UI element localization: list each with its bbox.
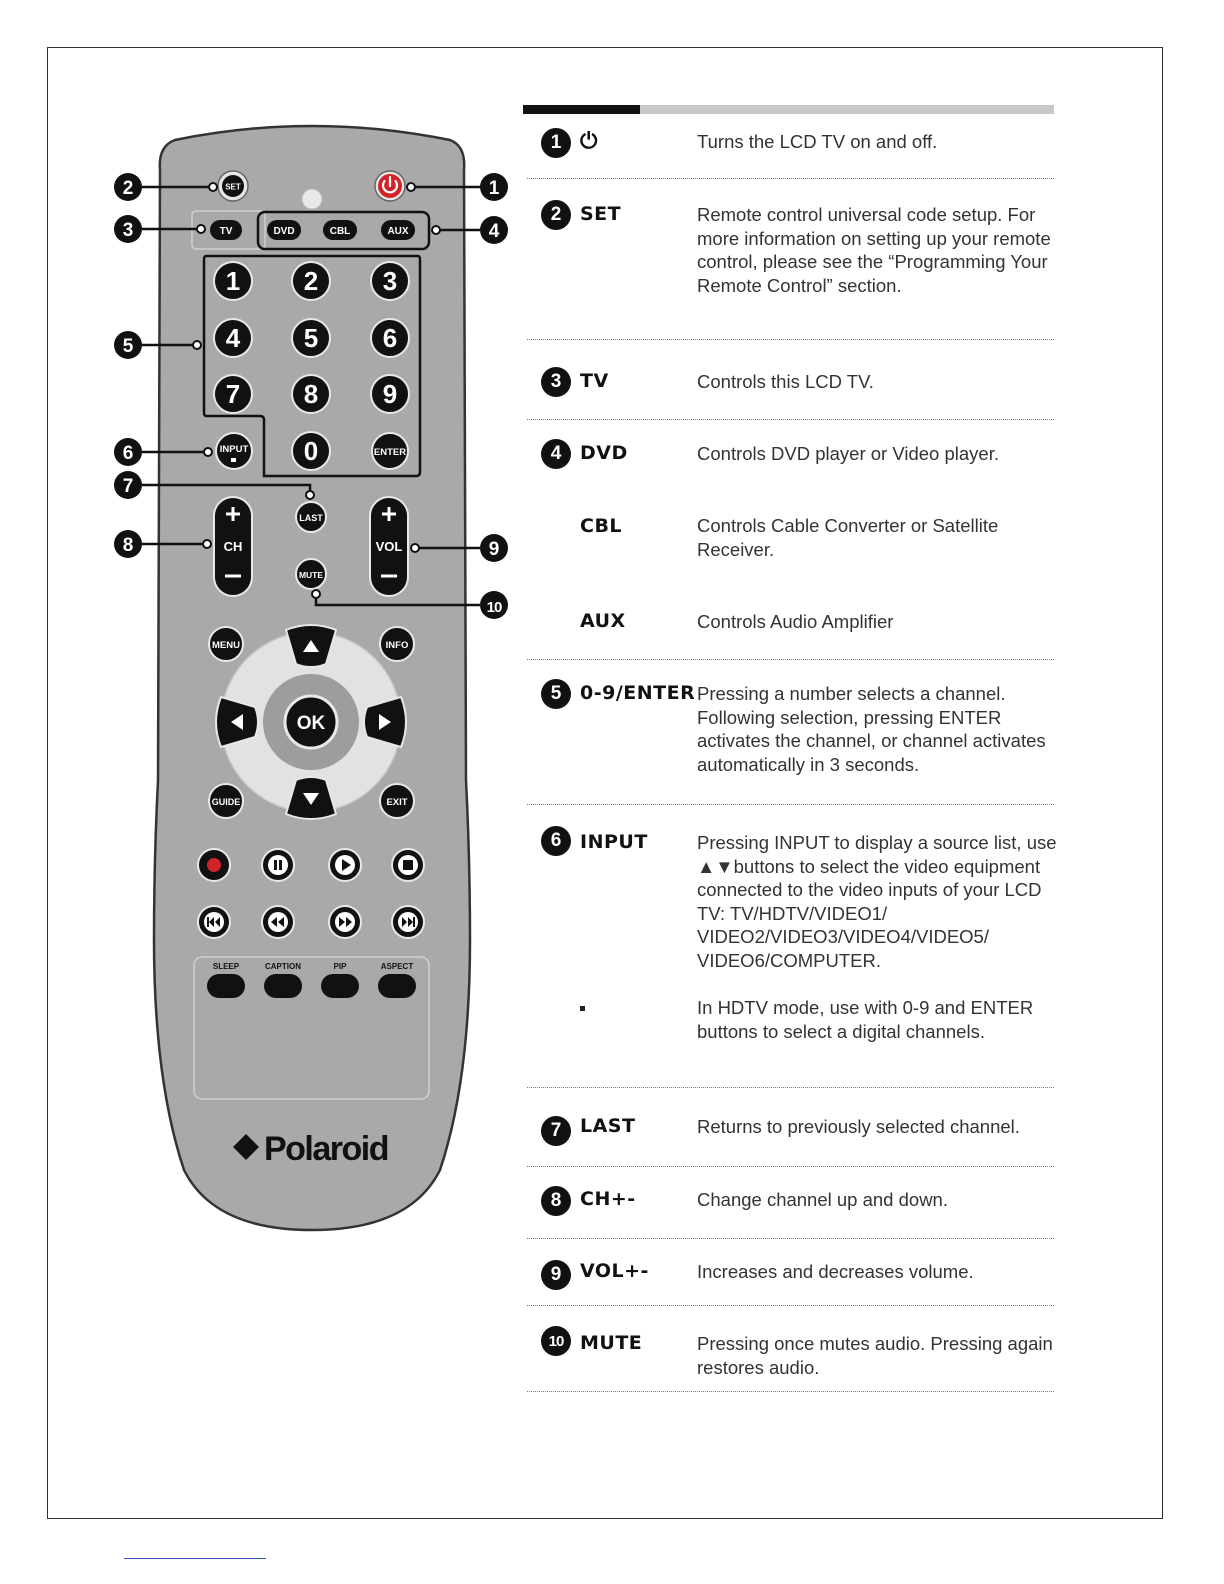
- digit-6-button: [371, 319, 409, 357]
- entry-key: INPUT: [580, 831, 648, 853]
- svg-text:CH: CH: [223, 539, 243, 554]
- entry-description: Pressing INPUT to display a source list, use ▲▼buttons to select the video equipment connected to the video inputs of your LCD TV: TV/HDTV/VIDEO1/ VIDEO2/VIDEO3/VIDEO4/VIDEO5/ VIDEO6/COMPUTER.: [697, 832, 1057, 971]
- digit-label: 6: [382, 323, 398, 353]
- info-button: [380, 627, 414, 661]
- digit-7-button: [214, 375, 252, 413]
- fast-forward-button: [329, 906, 361, 938]
- entry-description: Pressing once mutes audio. Pressing again restores audio.: [697, 1333, 1053, 1378]
- svg-text:EXIT: EXIT: [386, 797, 408, 808]
- entry-separator: [527, 1305, 1054, 1306]
- callout-2: [114, 173, 142, 201]
- skip-forward-button: [392, 906, 424, 938]
- guide-button: [209, 784, 243, 818]
- rewind-button: [262, 906, 294, 938]
- entry-separator: [527, 339, 1054, 340]
- entry-key: DVD: [580, 442, 628, 464]
- entry-separator: [527, 804, 1054, 805]
- callout-5: [114, 331, 142, 359]
- mute-button: [296, 559, 326, 589]
- entry-description: Controls Cable Converter or Satellite Receiver.: [697, 515, 999, 560]
- svg-text:INFO: INFO: [385, 640, 409, 651]
- callout-4: [480, 216, 508, 244]
- entry-number: 4: [541, 439, 571, 469]
- entry-separator: [527, 178, 1054, 179]
- callout-number: 3: [122, 220, 134, 241]
- entry-number: 1: [541, 128, 571, 158]
- entry-key: 0-9/ENTER: [580, 682, 696, 704]
- callout-number: 4: [488, 221, 500, 242]
- svg-text:PIP: PIP: [333, 962, 347, 971]
- entry-key: LAST: [580, 1115, 636, 1137]
- callout-number: 8: [122, 535, 134, 556]
- polaroid-logo: Polaroid: [263, 1130, 389, 1168]
- svg-text:AUX: AUX: [387, 226, 409, 237]
- entry-number: 8: [541, 1186, 571, 1216]
- svg-text:CBL: CBL: [329, 226, 351, 237]
- entry-number: 10: [541, 1326, 571, 1356]
- digit-2-button: [292, 262, 330, 300]
- svg-text:INPUT: INPUT: [219, 444, 249, 455]
- entry-description: Controls this LCD TV.: [697, 371, 874, 392]
- svg-text:ENTER: ENTER: [373, 447, 407, 458]
- ok-button: [285, 696, 337, 748]
- callout-8: [114, 530, 142, 558]
- callout-number: 5: [122, 336, 134, 357]
- digit-3-button: [371, 262, 409, 300]
- digit-9-button: [371, 375, 409, 413]
- digit-label: 3: [382, 266, 398, 296]
- callout-number: 7: [122, 476, 134, 497]
- digit-1-button: [214, 262, 252, 300]
- stop-button: [392, 849, 424, 881]
- callout-3: [114, 215, 142, 243]
- aspect-button: [378, 962, 416, 998]
- entry-key: AUX: [580, 610, 626, 632]
- cbl-button: [323, 220, 357, 240]
- svg-text:DVD: DVD: [273, 226, 295, 237]
- play-button: [329, 849, 361, 881]
- digit-label: 4: [225, 323, 241, 353]
- digit-label: 1: [225, 266, 241, 296]
- section-header-bar: [523, 105, 1054, 114]
- entry-separator: [527, 1391, 1054, 1392]
- entry-separator: [527, 1166, 1054, 1167]
- svg-text:MENU: MENU: [212, 640, 240, 651]
- entry-description: Increases and decreases volume.: [697, 1261, 974, 1282]
- entry-key: TV: [580, 370, 609, 392]
- remote-illustration: [0, 0, 520, 1260]
- entry-separator: [527, 659, 1054, 660]
- digit-label: 9: [382, 379, 398, 409]
- callout-1: [480, 173, 508, 201]
- callout-6: [114, 438, 142, 466]
- aux-button: [381, 220, 415, 240]
- callout-number: 9: [488, 539, 500, 560]
- remote-svg: [0, 0, 520, 1260]
- callout-number: 6: [122, 443, 134, 464]
- entry-separator: [527, 419, 1054, 420]
- ir-led: [302, 189, 322, 209]
- caption-button: [264, 962, 302, 998]
- callout-10: [480, 591, 508, 619]
- entry-description: Change channel up and down.: [697, 1189, 948, 1210]
- svg-text:TV: TV: [219, 226, 233, 237]
- footer-rule: [124, 1558, 266, 1559]
- digit-5-button: [292, 319, 330, 357]
- callout-7: [114, 471, 142, 499]
- digit-label: 5: [303, 323, 319, 353]
- digit-0-button: [292, 432, 330, 470]
- svg-text:LAST: LAST: [299, 513, 323, 523]
- entry-key: SET: [580, 203, 622, 225]
- svg-text:MUTE: MUTE: [298, 570, 324, 580]
- svg-text:CAPTION: CAPTION: [265, 962, 301, 971]
- entry-key: MUTE: [580, 1332, 643, 1354]
- entry-number: 7: [541, 1116, 571, 1146]
- entry-description: Controls DVD player or Video player.: [697, 443, 999, 464]
- record-button: [198, 849, 230, 881]
- digit-label: 0: [303, 436, 319, 466]
- entry-number: 6: [541, 826, 571, 856]
- digit-label: 7: [225, 379, 241, 409]
- input-button: [216, 433, 252, 469]
- set-label: SET: [225, 182, 241, 192]
- svg-text:OK: OK: [296, 713, 326, 734]
- pause-button: [262, 849, 294, 881]
- entry-description: Turns the LCD TV on and off.: [697, 131, 938, 152]
- entry-separator: [527, 1087, 1054, 1088]
- entry-separator: [527, 1238, 1054, 1239]
- entry-number: 3: [541, 367, 571, 397]
- svg-text:GUIDE: GUIDE: [211, 797, 241, 807]
- callout-number: 2: [122, 178, 134, 199]
- digit-label: 8: [303, 379, 319, 409]
- last-button: [296, 502, 326, 532]
- entry-number: 5: [541, 679, 571, 709]
- svg-text:SLEEP: SLEEP: [212, 962, 240, 971]
- svg-text:ASPECT: ASPECT: [380, 962, 414, 971]
- entry-description: Controls Audio Amplifier: [697, 611, 894, 632]
- vol-rocker: [370, 497, 408, 596]
- set-button: [218, 171, 248, 201]
- dvd-button: [267, 220, 301, 240]
- callout-number: 1: [488, 178, 500, 199]
- enter-button: [372, 433, 408, 469]
- entry-number: 2: [541, 200, 571, 230]
- digit-8-button: [292, 375, 330, 413]
- power-icon: ⏻: [580, 129, 598, 154]
- entry-number: 9: [541, 1260, 571, 1290]
- entry-description: Pressing a number selects a channel. Following selection, pressing ENTER activates the channel, or channel activates automatically in 3 seconds.: [697, 683, 1046, 775]
- exit-button: [380, 784, 414, 818]
- power-button: [375, 171, 405, 201]
- ch-rocker: [214, 497, 252, 596]
- entry-description: In HDTV mode, use with 0-9 and ENTER buttons to select a digital channels.: [697, 997, 1034, 1042]
- callout-number: 10: [486, 599, 502, 616]
- bullet-marker: [580, 1006, 585, 1011]
- skip-back-button: [198, 906, 230, 938]
- svg-text:VOL: VOL: [375, 539, 403, 554]
- entry-description: Remote control universal code setup. For more information on setting up your remote control, please see the “Programming Your Remote Control” section.: [697, 204, 1051, 296]
- callout-9: [480, 534, 508, 562]
- entry-key: VOL+-: [580, 1260, 649, 1282]
- entry-key: CBL: [580, 515, 623, 537]
- entry-description: Returns to previously selected channel.: [697, 1116, 1020, 1137]
- menu-button: [209, 627, 243, 661]
- digit-4-button: [214, 319, 252, 357]
- digit-label: 2: [303, 266, 319, 296]
- tv-button: [210, 220, 242, 240]
- entry-key: CH+-: [580, 1188, 636, 1210]
